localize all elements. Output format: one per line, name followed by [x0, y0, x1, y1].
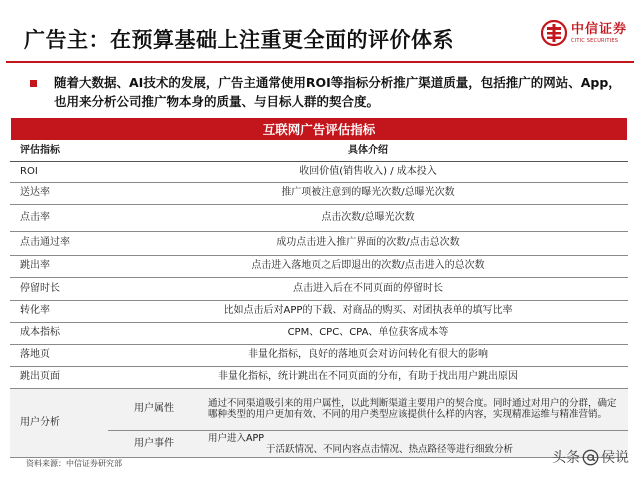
page-title: 广告主：在预算基础上注重更全面的评价体系: [24, 28, 454, 52]
row-metric: 跳出页面: [10, 366, 108, 388]
table-row-user-attributes: [10, 388, 628, 430]
table-row: [10, 277, 628, 300]
row-desc: 非量化指标，良好的落地页会对访问转化有很大的影响: [108, 344, 628, 366]
row-metric: 点击率: [10, 204, 108, 231]
bullet-text: 随着大数据、AI技术的发展，广告主通常使用ROI等指标分析推广渠道质量，包括推广的网站、App，也用来分析公司推广物本身的质量、与目标人群的契合度。: [54, 75, 621, 109]
row-desc: 非量化指标，统计跳出在不同页面的分布，有助于找出用户跳出原因: [108, 366, 628, 388]
row-metric: 跳出率: [10, 255, 108, 277]
user-events-line-2: 于活跃情况、不同内容点击情况、热点路径等进行细致分析: [266, 443, 514, 455]
user-events-line-1: 用户进入APP: [208, 432, 264, 444]
brand-logo: [541, 18, 633, 48]
sub-metric-user-events: 用户事件: [108, 430, 200, 457]
header-description: 具体介绍: [108, 141, 628, 161]
logo-name-en: CITIC SECURITIES: [571, 37, 619, 44]
table-row: [10, 366, 628, 388]
source-note: 资料来源：中信证券研究部: [26, 459, 122, 468]
row-desc: 点击进入落地页之后即退出的次数/点击进入的总次数: [108, 255, 628, 277]
table-row: [10, 231, 628, 255]
row-desc: 推广项被注意到的曝光次数/总曝光次数: [108, 182, 628, 204]
row-desc: CPM、CPC、CPA、单位获客成本等: [108, 322, 628, 344]
row-desc: 点击进入后在不同页面的停留时长: [108, 277, 628, 300]
table-row: [10, 344, 628, 366]
table-row: [10, 322, 628, 344]
sub-metric-user-attributes: 用户属性: [108, 388, 200, 430]
header-metric: 评估指标: [10, 141, 108, 161]
title-divider: [6, 61, 634, 63]
at-sign-icon: [582, 449, 599, 466]
table-row: [10, 182, 628, 204]
table-caption: 互联网广告评估指标: [10, 117, 628, 141]
table-row: [10, 204, 628, 231]
table-row: [10, 161, 628, 182]
table-row: [10, 255, 628, 277]
logo-name-cn: 中信证券: [571, 21, 628, 37]
bullet-square-icon: [30, 80, 37, 87]
table-header-row: [10, 141, 628, 161]
row-desc: 成功点击进入推广界面的次数/点击总次数: [108, 231, 628, 255]
row-metric: 转化率: [10, 300, 108, 322]
row-metric-user-analysis: 用户分析: [10, 388, 108, 457]
row-metric: ROI: [10, 161, 108, 182]
row-metric: 点击通过率: [10, 231, 108, 255]
metrics-table: [10, 141, 628, 458]
table-row: [10, 300, 628, 322]
watermark-left-text: 头条: [552, 450, 580, 466]
watermark-right-text: 侯说: [601, 450, 629, 466]
row-desc: 比如点击后对APP的下载、对商品的购买、对团执表单的填写比率: [108, 300, 628, 322]
citic-emblem-icon: [541, 20, 567, 46]
row-metric: 停留时长: [10, 277, 108, 300]
watermark: [552, 447, 629, 467]
row-metric: 落地页: [10, 344, 108, 366]
row-metric: 成本指标: [10, 322, 108, 344]
row-desc: 点击次数/总曝光次数: [108, 204, 628, 231]
row-desc: 收回价值(销售收入) / 成本投入: [108, 161, 628, 182]
metrics-table-container: [10, 117, 628, 458]
sub-desc-user-attributes: 通过不同渠道吸引来的用户属性，以此判断渠道主要用户的契合度。同时通过对用户的分群，确定哪种类型的用户更加有效、不同的用户类型应该提供什么样的内容，实现精准运维与精准营销。: [200, 388, 628, 430]
row-metric: 送达率: [10, 182, 108, 204]
